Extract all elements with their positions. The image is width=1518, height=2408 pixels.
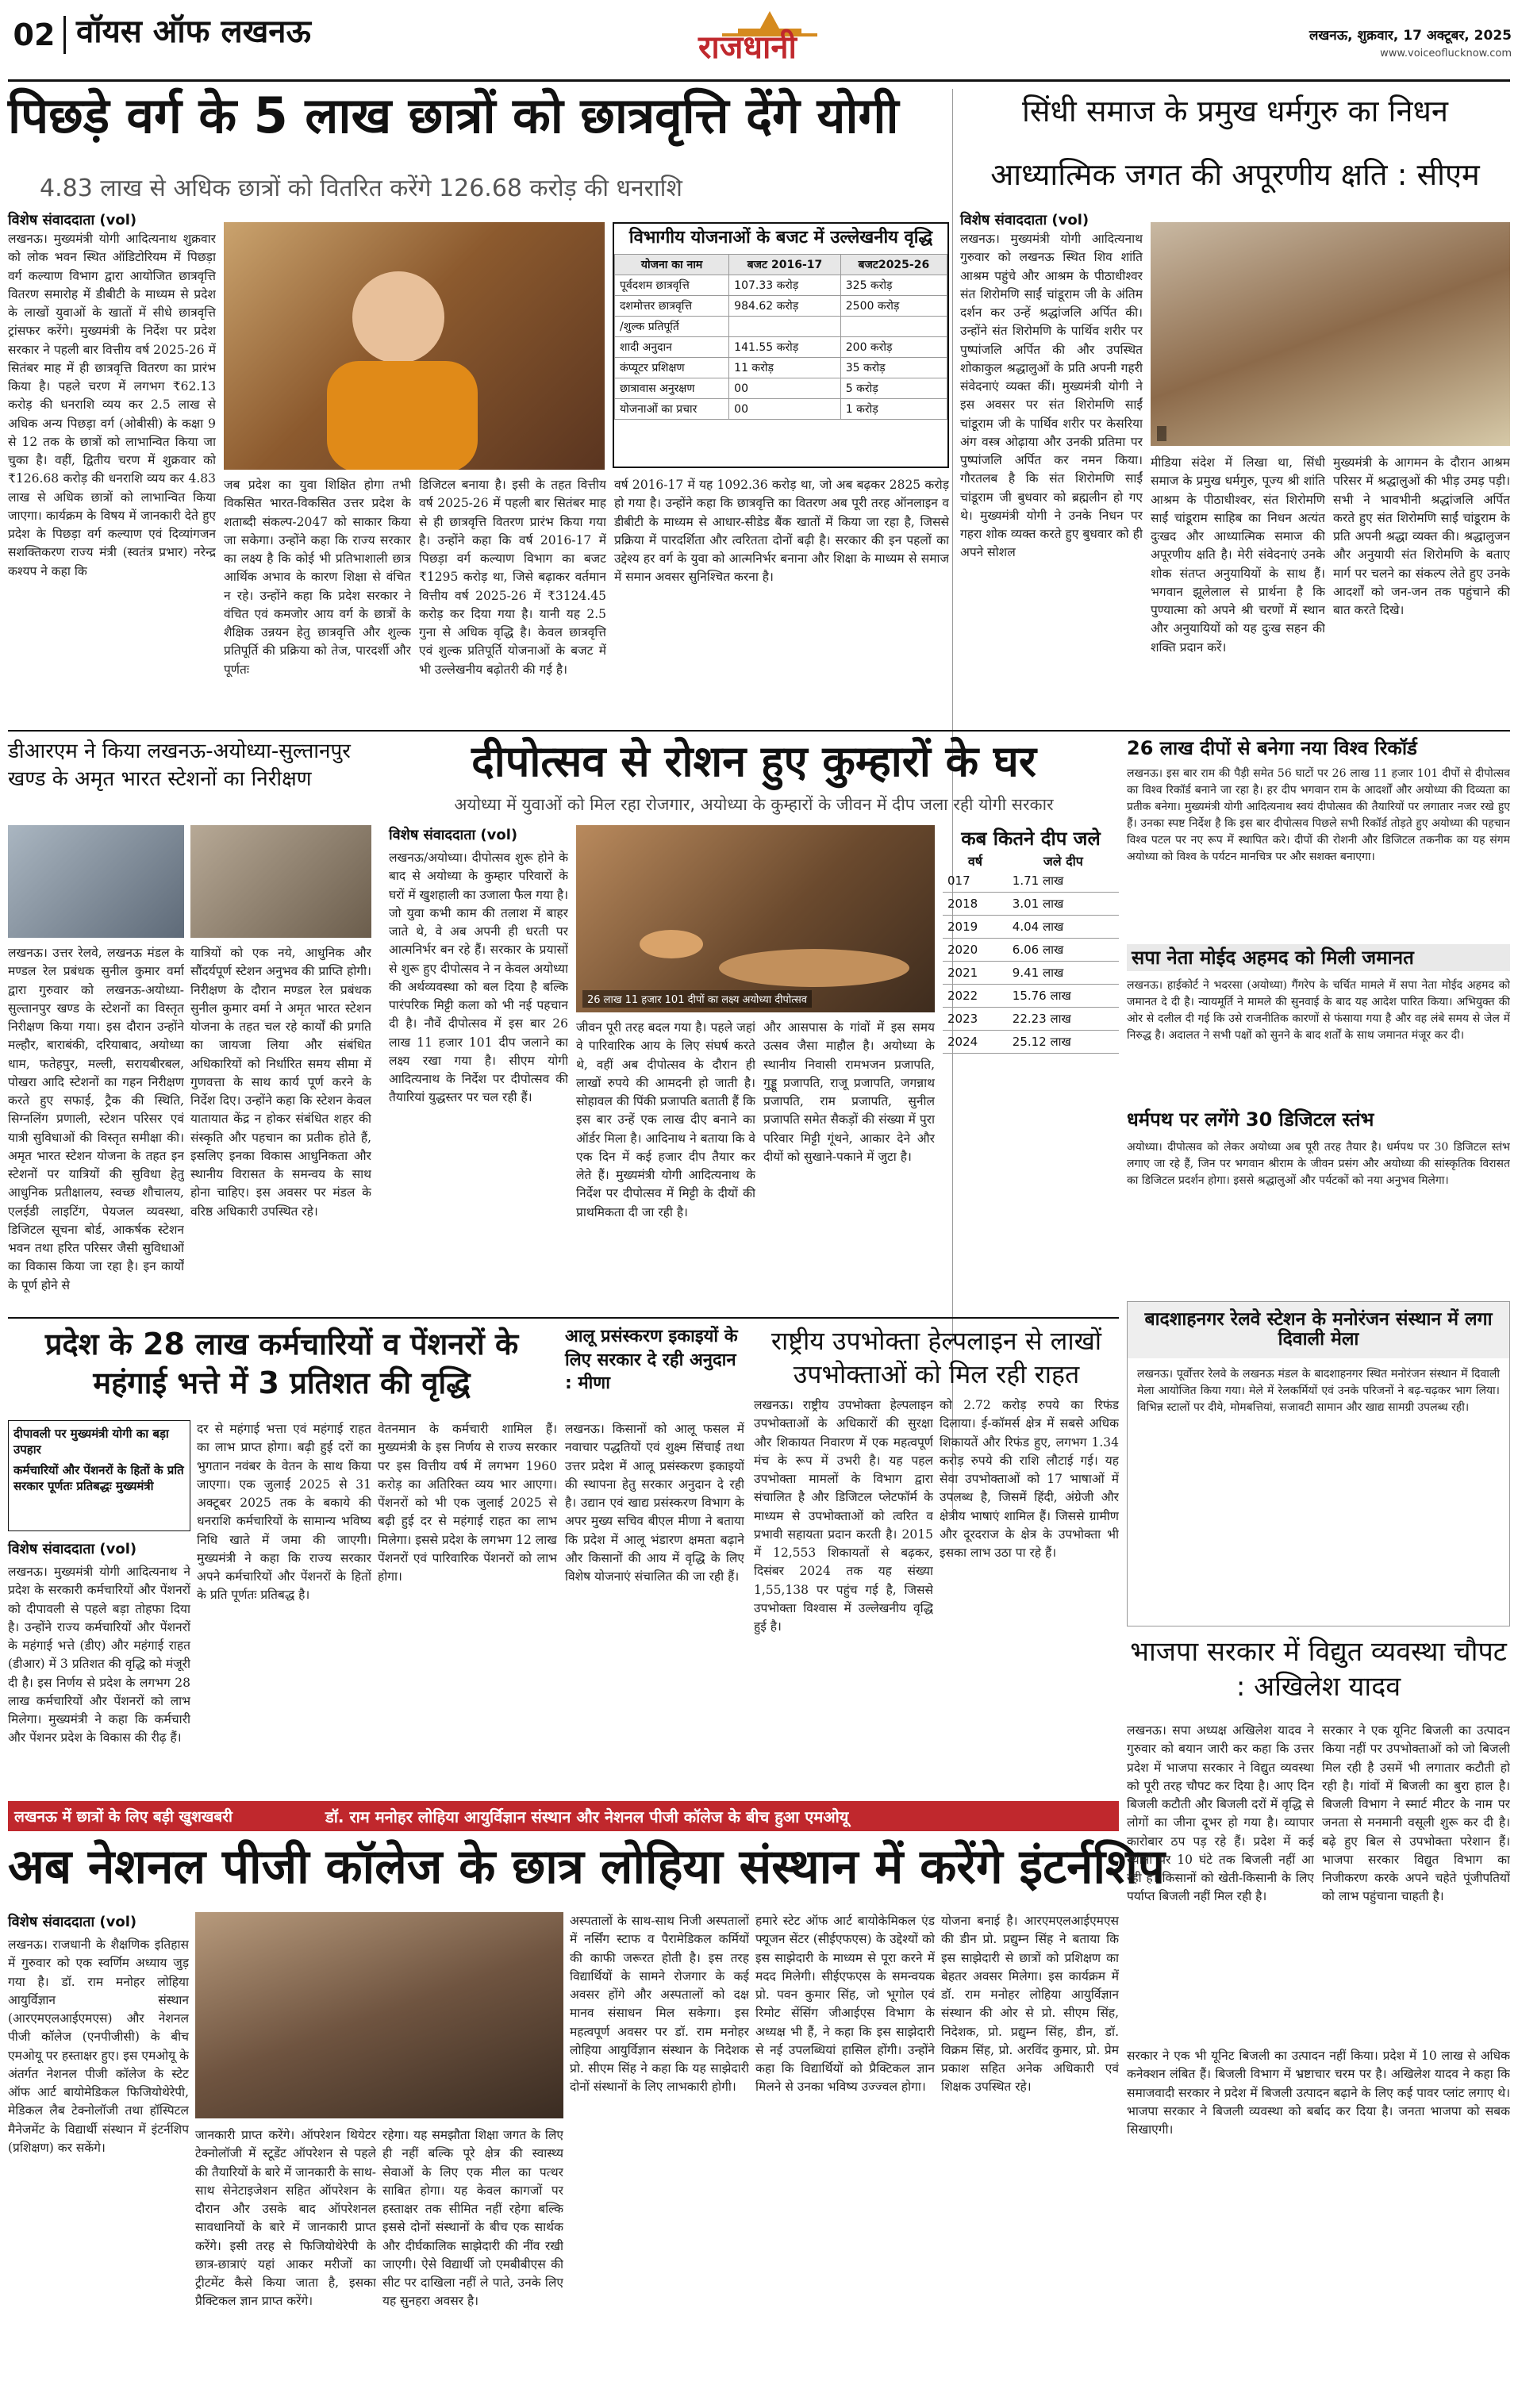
a13-kicker: डॉ. राम मनोहर लोहिया आयुर्विज्ञान संस्थान और नेशनल पीजी कॉलेज के बीच हुआ एमओयू	[325, 1807, 849, 1826]
table-cell: 2019	[943, 916, 1008, 939]
table-cell: 6.06 लाख	[1008, 939, 1119, 962]
a6-body: लखनऊ। हाईकोर्ट ने भदरसा (अयोध्या) गैंगरेप के चर्चित मामले में सपा नेता मोईद अहमद को जमानत दे दी है। न्यायमूर्ति ने मामले की सुनवाई के बाद यह आदेश पारित किया। अभियुक्त की ओर से दलील दी गई कि उसे राजनीतिक कारणों से फंसाया गया है और वह लंबे समय से जेल में निरुद्ध है। अदालत ने सभी पक्षों को सुनने के बाद शर्तों के साथ जमानत मंजूर कर दी।	[1127, 979, 1510, 1042]
table-cell: 200 करोड़	[840, 337, 947, 358]
table-cell: दशमोत्तर छात्रवृत्ति	[615, 296, 729, 317]
table-cell: 325 करोड़	[840, 275, 947, 296]
table-cell: 1 करोड़	[840, 399, 947, 420]
table-cell: 15.76 लाख	[1008, 985, 1119, 1008]
table-cell: /शुल्क प्रतिपूर्ति	[615, 317, 729, 337]
a9-col2: दर से महंगाई भत्ता एवं महंगाई राहत का लाभ प्राप्त होगा। बढ़ी हुई दरों का भुगतान नवंबर के वेतन के साथ किया जाएगा। एक जुलाई 2025 से 31 अक्टूबर 2025 तक के बकाये की धनराशि कर्मचारियों के सामान्य भविष्य निधि खाते में जमा की जाएगी। मुख्यमंत्री ने कहा कि राज्य सरकार अपने कर्मचारियों और पेंशनरों के हितों के प्रति पूर्णतः प्रतिबद्ध है।	[197, 1422, 371, 1603]
a3-photo-1	[8, 825, 184, 938]
a12-col1: लखनऊ। सपा अध्यक्ष अखिलेश यादव ने गुरुवार को बयान जारी कर कहा कि उत्तर प्रदेश में भाजपा सरकार ने विद्युत व्यवस्था को पूरी तरह चौपट कर दिया है। आए दिन बिजली कटौती और बिजली दरों में वृद्धि से लोगों का जीना दूभर हो गया है। व्यापार कारोबार ठप पड़ रहे हैं। प्रदेश में कई स्थानों पर 10 घंटे तक बिजली नहीं आ रही है। किसानों को खेती-किसानी के लिए पर्याप्त बिजली नहीं मिल रही है।	[1127, 1723, 1314, 1904]
table-cell: 107.33 करोड़	[729, 275, 841, 296]
table-cell	[840, 317, 947, 337]
table-cell: 2023	[943, 1008, 1008, 1031]
a3-photo-2	[190, 825, 371, 938]
table-row	[943, 870, 1119, 893]
table-cell: 141.55 करोड़	[729, 337, 841, 358]
a13-strap: लखनऊ में छात्रों के लिए बड़ी खुशखबरी	[14, 1808, 233, 1826]
a1-col1: लखनऊ। मुख्यमंत्री योगी आदित्यनाथ शुक्रवार को लोक भवन स्थित ऑडिटोरियम में पिछड़ा वर्ग कल्याण विभाग द्वारा आयोजित छात्रवृत्ति वितरण समारोह में डीबीटी के माध्यम से प्रदेश के लाखों युवाओं के खातों में सीधे छात्रवृत्ति ट्रांसफर करेंगे। मुख्यमंत्री के निर्देश पर प्रदेश सरकार ने पहली बार वित्तीय वर्ष 2025-26 में सितंबर माह में ही छात्रवृत्ति वितरण का प्रारंभ किया है। पहले चरण में लगभग ₹62.13 करोड़ की धनराशि व्यय कर 2.5 लाख से अधिक अन्य पिछड़ा वर्ग (ओबीसी) के कक्षा 9 से 12 तक के छात्रों को लाभान्वित किया जा चुका है। वहीं, द्वितीय चरण में शुक्रवार को ₹126.68 करोड़ की धनराशि व्यय कर 4.83 लाख से अधिक छात्रों को लाभान्वित किया जाएगा। कार्यक्रम के विषय में जानकारी देते हुए प्रदेश के पिछड़ा वर्ग कल्याण एवं दिव्यांगजन सशक्तिकरण राज्य मंत्री (स्वतंत्र प्रभार) नरेन्द्र कश्यप ने कहा कि	[8, 232, 216, 578]
a14-body: सरकार ने एक भी यूनिट बिजली का उत्पादन नहीं किया। प्रदेश में 10 लाख से अधिक कनेक्शन लंबित हैं। बिजली विभाग में भ्रष्टाचार चरम पर है। अखिलेश यादव ने कहा कि समाजवादी सरकार ने प्रदेश में बिजली उत्पादन बढ़ाने के लिए कई पावर प्लांट लगाए थे। भाजपा सरकार ने बिजली व्यवस्था को बर्बाद कर दिया है। जनता भाजपा को सबक सिखाएगी।	[1127, 2049, 1510, 2137]
table-cell: 2500 करोड़	[840, 296, 947, 317]
table-cell: 2018	[943, 893, 1008, 916]
a7-body: अयोध्या। दीपोत्सव को लेकर अयोध्या अब पूरी तरह तैयार है। धर्मपथ पर 30 डिजिटल स्तंभ लगाए जा रहे हैं, जिन पर भगवान श्रीराम के जीवन प्रसंग और अयोध्या की सांस्कृतिक विरासत का डिजिटल प्रदर्शन होगा। इससे श्रद्धालुओं और पर्यटकों को नया अनुभव मिलेगा।	[1127, 1141, 1510, 1187]
table-cell: 9.41 लाख	[1008, 962, 1119, 985]
a2-col1: लखनऊ। मुख्यमंत्री योगी आदित्यनाथ गुरुवार को लखनऊ स्थित शिव शांति आश्रम पहुंचे और आश्रम के पीठाधीश्वर संत शिरोमणि साईं चांडूराम जी के अंतिम दर्शन कर उन्हें श्रद्धांजलि अर्पित की। उन्होंने संत शिरोमणि के पार्थिव शरीर पर पुष्पांजलि अर्पित की और उपस्थित शोकाकुल श्रद्धालुओं के प्रति अपनी गहरी संवेदनाएं व्यक्त कीं। मुख्यमंत्री योगी ने इस अवसर पर संत शिरोमणि साईं चांडूराम जी के पार्थिव शरीर पर केसरिया अंग वस्त्र ओढ़ाया और उनकी प्रतिमा पर पुष्पांजलि अर्पित कर नमन किया। गौरतलब है कि संत शिरोमणि साईं चांडूराम जी बुधवार को ब्रह्मलीन हो गए थे। मुख्यमंत्री योगी ने उनके निधन पर गहरा शोक व्यक्त करते हुए बुधवार को ही अपने सोशल	[960, 232, 1143, 560]
a8-headline: बादशाहनगर रेलवे स्टेशन के मनोरंजन संस्थान में लगा दिवाली मेला	[1128, 1302, 1509, 1358]
a10-body: लखनऊ। किसानों को आलू फसल में नवाचार पद्धतियों एवं शुक्ष्म सिंचाई तथा उत्तर प्रदेश में आलू प्रसंस्करण इकाइयों की स्थापना हेतु सरकार अनुदान दे रही है। उद्यान एवं खाद्य प्रसंस्करण विभाग के अपर मुख्य सचिव बीएल मीणा ने बताया कि प्रदेश में आलू भंडारण क्षमता बढ़ाने और किसानों की आय में वृद्धि के लिए विशेष योजनाएं संचालित की जा रही हैं।	[565, 1422, 744, 1584]
a1-budget-table	[614, 254, 947, 420]
a4-photo	[576, 825, 935, 1012]
section-divider	[63, 16, 66, 54]
a13-col2: जानकारी प्राप्त करेंगे। ऑपरेशन थियेटर टेक्नोलॉजी में स्टूडेंट ऑपरेशन से पहले की तैयारियों के बारे में जानकारी के साथ-साथ सेनेटाइजेशन सहित ऑपरेशन के दौरान और उसके बाद ऑपरेशनल सावधानियों के बारे में जानकारी प्राप्त करेंगे। इसी तरह से फिजियोथेरेपी के छात्र-छात्राएं यहां आकर मरीजों का ट्रीटमेंट कैसे किया जाता है, इसका प्रैक्टिकल ज्ञान प्राप्त करेंगे।	[195, 2128, 376, 2309]
a6-headline: सपा नेता मोईद अहमद को मिली जमानत	[1132, 947, 1414, 969]
a12-headline: भाजपा सरकार में विद्युत व्यवस्था चौपट : अखिलेश यादव	[1130, 1636, 1507, 1703]
section-rule	[8, 1317, 1119, 1319]
a11-col1: लखनऊ। राष्ट्रीय उपभोक्ता हेल्पलाइन उपभोक्ताओं के अधिकारों की सुरक्षा और शिकायत निवारण में एक महत्वपूर्ण मंच के रूप में उभरी है। यह पहल उपभोक्ता मामलों के विभाग द्वारा संचालित है और डिजिटल प्लेटफॉर्म के माध्यम से उपभोक्ताओं को त्वरित व प्रभावी सहायता प्रदान करती है। 2015 में 12,553 शिकायतों से बढ़कर, दिसंबर 2024 तक यह संख्या 1,55,138 पर पहुंच गई है, जिससे उपभोक्ता विश्वास में उल्लेखनीय वृद्धि हुई है।	[754, 1398, 933, 1634]
table-row	[943, 916, 1119, 939]
section-rule	[8, 730, 1510, 732]
table-cell: छात्रावास अनुरक्षण	[615, 378, 729, 399]
a9-col1: लखनऊ। मुख्यमंत्री योगी आदित्यनाथ ने प्रदेश के सरकारी कर्मचारियों और पेंशनरों को दीपावली से पहले बड़ा तोहफा दिया है। उन्होंने राज्य कर्मचारियों और पेंशनरों के महंगाई भत्ते (डीए) और महंगाई राहत (डीआर) में 3 प्रतिशत की वृद्धि को मंजूरी दी है। इस निर्णय से प्रदेश के लगभग 28 लाख कर्मचारियों और पेंशनरों को लाभ मिलेगा। मुख्यमंत्री ने कहा कि कर्मचारी और पेंशनर प्रदेश के विकास की रीढ़ हैं।	[8, 1565, 190, 1746]
masthead	[0, 0, 1518, 89]
a4-box-title: कब कितने दीप जले	[961, 828, 1101, 850]
a1-col3: डिजिटल बनाया है। इसी के तहत वित्तीय वर्ष 2025-26 में पहली बार सितंबर माह से ही छात्रवृत्ति वितरण प्रारंभ किया गया है। उन्होंने कहा कि वर्ष 2016-17 में पिछड़ा वर्ग कल्याण विभाग का बजट ₹1295 करोड़ था, जिसे बढ़ाकर वर्तमान वित्तीय वर्ष 2025-26 में ₹3124.45 करोड़ कर दिया गया है। यानी यह 2.5 गुना से अधिक वृद्धि है। केवल छात्रवृत्ति एवं शुल्क प्रतिपूर्ति योजनाओं के बजट में भी उल्लेखनीय बढ़ोतरी की गई है।	[419, 478, 606, 677]
a2-headline-2: आध्यात्मिक जगत की अपूरणीय क्षति : सीएम	[990, 157, 1480, 192]
a5-body: लखनऊ। इस बार राम की पैड़ी समेत 56 घाटों पर 26 लाख 11 हजार 101 दीपों से दीपोत्सव का विश्व रिकॉर्ड बनाने जा रहा है। हर दीप भगवान राम के आदर्शों और अयोध्या की दिव्यता का प्रतीक बनेगा। मुख्यमंत्री योगी आदित्यनाथ स्वयं दीपोत्सव की तैयारियों पर लगातार नजर रखे हुए हैं। उनका स्पष्ट निर्देश है कि इस बार दीपोत्सव पिछले सभी रिकॉर्ड तोड़ते हुए अयोध्या की पहचान विश्व पटल पर नए रूप में स्थापित करे। दीपों की रोशनी और डिजिटल तकनीक का यह संगम अयोध्या को विश्व के पर्यटन मानचित्र पर और सशक्त बनाएगा।	[1127, 767, 1510, 863]
table-cell: पूर्वदशम छात्रवृत्ति	[615, 275, 729, 296]
a3-col2: यात्रियों को एक नये, आधुनिक और सौंदर्यपूर्ण स्टेशन अनुभव की प्राप्ति होगी। निरीक्षण के दौरान मण्डल रेल प्रबंधक सुनील कुमार वर्मा ने अमृत भारत स्टेशन योजना के तहत चल रहे कार्यों की प्रगति का जायजा लिया और संबंधित अधिकारियों को निर्धारित समय सीमा में गुणवत्ता के साथ कार्य पूर्ण करने के निर्देश दिए। उन्होंने कहा कि स्टेशन केवल यातायात केंद्र न होकर संबंधित शहर की संस्कृति और पहचान का प्रतीक होते हैं, इसलिए इनका विकास आधुनिकता और स्थानीय विरासत के समन्वय के साथ होना चाहिए। इस अवसर पर मंडल के वरिष्ठ अधिकारी उपस्थित रहे।	[190, 946, 371, 1219]
a4-headline: दीपोत्सव से रोशन हुए कुम्हारों के घर	[471, 736, 1036, 786]
a13-headline: अब नेशनल पीजी कॉलेज के छात्र लोहिया संस्थान में करेंगे इंटर्नशिप	[8, 1839, 1165, 1895]
table-row	[615, 399, 947, 420]
a13-col6: योजना बनाई है। आरएमएलआईएमएस की डीन प्रो. प्रद्युम्न सिंह ने बताया कि इस साझेदारी से छात्रों को प्रशिक्षण का बेहतर अवसर मिलेगा। इस कार्यक्रम में डॉ. राम मनोहर लोहिया आयुर्विज्ञान संस्थान की ओर से प्रो. सीएम सिंह, निदेशक, प्रो. प्रद्युम्न सिंह, डीन, डॉ. विक्रम सिंह, प्रो. अरविंद कुमार, प्रो. प्रेम प्रकाश सहित अनेक अधिकारी एवं शिक्षक उपस्थित रहे।	[941, 1914, 1119, 2095]
table-cell: 1.71 लाख	[1008, 870, 1119, 893]
table-cell: शादी अनुदान	[615, 337, 729, 358]
a9-headline: प्रदेश के 28 लाख कर्मचारियों व पेंशनरों के महंगाई भत्ते में 3 प्रतिशत की वृद्धि	[44, 1327, 519, 1401]
a13-col4: अस्पतालों के साथ-साथ निजी अस्पतालों में नर्सिंग स्टाफ व पैरामेडिकल कर्मियों की काफी जरूरत होती है। इस तरह विद्यार्थियों के सामने रोजगार के कई अवसर होंगे और अस्पतालों को दक्ष मानव संसाधन मिल सकेगा। इस महत्वपूर्ण अवसर पर डॉ. राम मनोहर लोहिया आयुर्विज्ञान संस्थान के निदेशक प्रो. सीएम सिंह ने कहा कि यह साझेदारी दोनों संस्थानों के लिए लाभकारी होगी।	[570, 1914, 749, 2095]
a2-col2: मीडिया संदेश में लिखा था, सिंधी समाज के प्रमुख धर्मगुरु, पूज्य श्री शांति आश्रम के पीठाधीश्वर, संत शिरोमणि साईं चांडूराम साहिब का निधन अत्यंत दुःखद और आध्यात्मिक समाज की अपूरणीय क्षति है। मेरी संवेदनाएं उनके शोक संतप्त अनुयायियों के साथ हैं। भगवान झूलेलाल से प्रार्थना है कि पुण्यात्मा को अपने श्री चरणों में स्थान और अनुयायियों को यह दुःख सहन की शक्ति प्रदान करें।	[1151, 455, 1325, 655]
a9-byline: विशेष संवाददाता (vol)	[8, 1541, 137, 1557]
a1-subheadline: 4.83 लाख से अधिक छात्रों को वितरित करेंगे 126.68 करोड़ की धनराशि	[40, 175, 682, 202]
a1-table-title: विभागीय योजनाओं के बजट में उल्लेखनीय वृद्धि	[628, 228, 933, 248]
table-cell: 2022	[943, 985, 1008, 1008]
table-row	[615, 275, 947, 296]
table-row	[943, 1008, 1119, 1031]
a10-headline: आलू प्रसंस्करण इकाइयों के लिए सरकार दे रही अनुदान : मीणा	[565, 1327, 738, 1394]
a8-box	[1127, 1301, 1510, 1626]
a13-photo	[195, 1912, 563, 2118]
a4-subheadline: अयोध्या में युवाओं को मिल रहा रोजगार, अयोध्या के कुम्हारों के जीवन में दीप जला रही योगी सरकार	[454, 795, 1054, 814]
table-row	[943, 1031, 1119, 1054]
table-cell: 22.23 लाख	[1008, 1008, 1119, 1031]
a2-photo	[1151, 222, 1510, 446]
section-title: वॉयस ऑफ लखनऊ	[76, 13, 311, 50]
a12-col2: सरकार ने एक यूनिट बिजली का उत्पादन किया नहीं पर उपभोक्ताओं को जो बिजली मिल रही है उसमें भी लगातार कटौती हो रही है। गांवों में बिजली का बुरा हाल है। बिजली विभाग ने स्मार्ट मीटर के नाम पर जनता से मनमानी वसूली शुरू कर दी है। बढ़े हुए बिल से उपभोक्ता परेशान हैं। भाजपा सरकार विद्युत विभाग का निजीकरण करके अपने चहेते पूंजीपतियों को लाभ पहुंचाना चाहती है।	[1322, 1723, 1510, 1904]
table-cell: कंप्यूटर प्रशिक्षण	[615, 358, 729, 378]
table-cell: योजनाओं का प्रचार	[615, 399, 729, 420]
a9-bullet-1: दीपावली पर मुख्यमंत्री योगी का बड़ा उपहार	[13, 1427, 169, 1457]
table-row	[943, 939, 1119, 962]
table-cell: 25.12 लाख	[1008, 1031, 1119, 1054]
logo	[690, 6, 849, 70]
a2-photo-caption	[1157, 426, 1166, 441]
a13-col1: लखनऊ। राजधानी के शैक्षणिक इतिहास में गुरुवार को एक स्वर्णिम अध्याय जुड़ गया है। डॉ. राम मनोहर लोहिया आयुर्विज्ञान संस्थान (आरएमएलआईएमएस) और नेशनल पीजी कॉलेज (एनपीजीसी) के बीच एमओयू पर हस्ताक्षर हुए। इस एमओयू के अंतर्गत नेशनल पीजी कॉलेज के स्टेट ऑफ आर्ट बायोमेडिकल फिजियोथेरेपी, मेडिकल लैब टेक्नोलॉजी तथा हॉस्पिटल मैनेजमेंट के विद्यार्थी संस्थान में इंटर्नशिप (प्रशिक्षण) कर सकेंगे।	[8, 1938, 189, 2155]
a13-col3: रहेगा। यह समझौता शिक्षा जगत के लिए ही नहीं बल्कि पूरे क्षेत्र की स्वास्थ्य सेवाओं के लिए एक मील का पत्थर साबित होगा। यह केवल कागजों पर हस्ताक्षर तक सीमित नहीं रहेगा बल्कि इससे दोनों संस्थानों के बीच एक सार्थक और दीर्घकालिक साझेदारी की नींव रखी जाएगी। ऐसे विद्यार्थी जो एमबीबीएस की सीट पर दाखिला नहीं ले पाते, उनके लिए यह सुनहरा अवसर है।	[382, 2128, 563, 2309]
a11-headline: राष्ट्रीय उपभोक्ता हेल्पलाइन से लाखों उपभोक्ताओं को मिल रही राहत	[771, 1326, 1102, 1389]
a2-byline: विशेष संवाददाता (vol)	[960, 212, 1090, 229]
table-cell: 00	[729, 378, 841, 399]
a1-col2: जब प्रदेश का युवा शिक्षित होगा तभी विकसित भारत-विकसित उत्तर प्रदेश के शताब्दी संकल्प-2047 को साकार किया जा सकेगा। उन्होंने कहा कि राज्य सरकार का लक्ष्य है कि कोई भी प्रतिभाशाली छात्र आर्थिक अभाव के कारण शिक्षा से वंचित न रहे। उन्होंने कहा कि प्रदेश सरकार ने वंचित एवं कमजोर आय वर्ग के छात्रों के शैक्षिक उन्नयन हेतु छात्रवृत्ति और शुल्क प्रतिपूर्ति की प्रक्रिया को तेज, पारदर्शी और पूर्णतः	[224, 478, 411, 677]
table-cell: 2020	[943, 939, 1008, 962]
a13-col5: हमारे स्टेट ऑफ आर्ट बायोकेमिकल एंड फ्यूजन सेंटर (सीईएफएस) के उद्देश्यों को इस साझेदारी के माध्यम से पूरा करने में मदद मिलेगी। सीईएफएस के समन्वयक प्रो. पवन कुमार सिंह, जो भूगोल एवं रिमोट सेंसिंग जीआईएस विभाग के अध्यक्ष भी हैं, ने कहा कि इस साझेदारी से नई उपलब्धियां हासिल होंगी। उन्होंने कहा कि विद्यार्थियों को प्रैक्टिकल ज्ञान मिलने से उनका भविष्य उज्ज्वल होगा।	[755, 1914, 935, 2095]
date-line: लखनऊ, शुक्रवार, 17 अक्टूबर, 2025	[1309, 28, 1512, 44]
table-row	[943, 985, 1119, 1008]
table-row	[943, 893, 1119, 916]
diya-icon	[576, 825, 935, 1012]
a13-byline: विशेष संवाददाता (vol)	[8, 1914, 137, 1930]
website: www.voiceoflucknow.com	[1380, 48, 1512, 60]
table-header-cell: बजट2025-26	[840, 255, 947, 275]
page-number: 02	[8, 11, 60, 59]
a4-diya-table	[943, 852, 1119, 1054]
person-silhouette-icon	[224, 222, 605, 470]
a1-byline: विशेष संवाददाता (vol)	[8, 212, 137, 229]
table-cell: 11 करोड़	[729, 358, 841, 378]
a9-bullets-box	[8, 1420, 190, 1531]
a4-byline: विशेष संवाददाता (vol)	[389, 827, 518, 843]
table-cell: 984.62 करोड़	[729, 296, 841, 317]
table-cell: 5 करोड़	[840, 378, 947, 399]
a1-col4: वर्ष 2016-17 में यह 1092.36 करोड़ था, जो अब बढ़कर 2825 करोड़ हो गया है। उन्होंने कहा कि छात्रवृत्ति का वितरण अब पूरी तरह ऑनलाइन व डीबीटी के माध्यम से आधार-सीडेड बैंक खातों में किया जा रहा है, जिससे प्रक्रिया में पारदर्शिता और त्वरितता दोनों बढ़ी है। सरकार की इन पहलों का उद्देश्य हर वर्ग के युवा को आत्मनिर्भर बनाना और शिक्षा के माध्यम से समाज में समान अवसर सुनिश्चित करना है।	[614, 478, 949, 585]
table-row	[615, 296, 947, 317]
a7-headline: धर्मपथ पर लगेंगे 30 डिजिटल स्तंभ	[1127, 1108, 1374, 1131]
a2-headline-1: सिंधी समाज के प्रमुख धर्मगुरु का निधन	[1022, 94, 1448, 129]
table-row	[615, 337, 947, 358]
a4-col2: जीवन पूरी तरह बदल गया है। पहले जहां वे पारिवारिक आय के लिए संघर्ष करते थे, वहीं अब दीपोत्सव के दौरान ही लाखों रुपये की आमदनी हो जाती है। सोहावल की पिंकी प्रजापति बताती हैं कि इस बार उन्हें एक लाख दीए बनाने का ऑर्डर मिला है। आदिनाथ ने बताया कि वे एक दिन में कई हजार दीप तैयार कर लेते हैं। मुख्यमंत्री योगी आदित्यनाथ के निर्देश पर दीपोत्सव में मिट्टी के दीयों की प्राथमिकता दी जा रही है।	[576, 1020, 755, 1219]
table-header-cell: योजना का नाम	[615, 255, 729, 275]
table-row	[615, 317, 947, 337]
a4-col3: और आसपास के गांवों में इस समय उत्सव जैसा माहौल है। अयोध्या के स्थानीय निवासी रामभजन प्रजापति, गुड्डू प्रजापति, राजू प्रजापति, जगन्नाथ प्रजापति, राम प्रजापति, सुनील प्रजापति समेत सैकड़ों की संख्या में पुरा परिवार मिट्टी गूंथने, आकार देने और दीयों को सुखाने-पकाने में जुटा है।	[763, 1020, 935, 1164]
a2-col3: मुख्यमंत्री के आगमन के दौरान आश्रम परिसर में श्रद्धालुओं की भीड़ उमड़ पड़ी। सभी ने भावभीनी श्रद्धांजलि अर्पित करते हुए संत शिरोमणि साईं चांडूराम के प्रति अपनी श्रद्धा व्यक्त की। श्रद्धालुजन और अनुयायी संत शिरोमणि के बताए मार्ग पर चलने का संकल्प लेते हुए उनके आदर्शों को जन-जन तक पहुंचाने की बात करते दिखे।	[1333, 455, 1510, 617]
a5-headline: 26 लाख दीपों से बनेगा नया विश्व रिकॉर्ड	[1127, 737, 1417, 759]
a1-budget-box	[613, 222, 949, 468]
a9-bullet-2: कर्मचारियों और पेंशनरों के हितों के प्रति सरकार पूर्णतः प्रतिबद्धः मुख्यमंत्री	[13, 1463, 184, 1493]
table-row	[615, 378, 947, 399]
a4-diya-box	[943, 825, 1119, 1063]
table-header-row	[943, 852, 1119, 870]
table-header-cell: बजट 2016-17	[729, 255, 841, 275]
table-cell: 017	[943, 870, 1008, 893]
table-header-cell: जले दीप	[1043, 854, 1083, 870]
table-header-row	[615, 255, 947, 275]
table-cell: 00	[729, 399, 841, 420]
a3-col1: लखनऊ। उत्तर रेलवे, लखनऊ मंडल के मण्डल रेल प्रबंधक सुनील कुमार वर्मा द्वारा गुरुवार को लखनऊ-अयोध्या-सुल्तानपुर खण्ड के स्टेशनों का विस्तृत निरीक्षण किया गया। इस दौरान उन्होंने मल्हौर, बाराबंकी, दरियाबाद, अयोध्या धाम, फतेहपुर, मल्ली, सरायबीरबल, पोखरा आदि स्टेशनों का गहन निरीक्षण करते हुए सफाई, ट्रैक की स्थिति, सिग्नलिंग प्रणाली, स्टेशन परिसर एवं यात्री सुविधाओं की विस्तृत समीक्षा की। अमृत भारत स्टेशन योजना के तहत इन स्टेशनों पर यात्रियों की सुविधा हेतु आधुनिक प्रतीक्षालय, स्वच्छ शौचालय, एलईडी लाइटिंग, पेयजल व्यवस्था, डिजिटल सूचना बोर्ड, आकर्षक स्टेशन भवन तथा हरित परिसर जैसी सुविधाओं का विकास किया जा रहा है। इन कार्यों के पूर्ण होने से	[8, 946, 184, 1292]
table-cell: 35 करोड़	[840, 358, 947, 378]
a3-headline: डीआरएम ने किया लखनऊ-अयोध्या-सुल्तानपुर खण्ड के अमृत भारत स्टेशनों का निरीक्षण	[8, 739, 351, 792]
table-cell	[729, 317, 841, 337]
logo-text: राजधानी	[698, 29, 797, 66]
table-cell: 4.04 लाख	[1008, 916, 1119, 939]
a4-photo-caption: 26 लाख 11 हजार 101 दीपों का लक्ष्य अयोध्या दीपोत्सव	[582, 990, 812, 1008]
table-cell: 3.01 लाख	[1008, 893, 1119, 916]
masthead-rule	[8, 79, 1510, 82]
table-row	[615, 358, 947, 378]
a11-col2: को 2.72 करोड़ रुपये का रिफंड दिलाया। ई-कॉमर्स क्षेत्र में सबसे अधिक शिकायतें और रिफंड हुए, लगभग 1.34 करोड़ रुपये की राशि लौटाई गई। यह सेवा उपभोक्ताओं को 17 भाषाओं में उपलब्ध है, जिसमें हिंदी, अंग्रेजी और क्षेत्रीय भाषाएं शामिल हैं। जिससे ग्रामीण और दूरदराज के क्षेत्र के उपभोक्ता भी इसका लाभ उठा पा रहे हैं।	[940, 1398, 1119, 1560]
table-header-cell: वर्ष	[967, 854, 982, 870]
a8-body: लखनऊ। पूर्वोत्तर रेलवे के लखनऊ मंडल के बादशाहनगर स्थित मनोरंजन संस्थान में दिवाली मेला आयोजित किया गया। मेले में रेलकर्मियों एवं उनके परिजनों ने बढ़-चढ़कर भाग लिया। विभिन्न स्टालों पर दीये, मोमबत्तियां, सजावटी सामान और खाद्य सामग्री उपलब्ध रही।	[1137, 1367, 1500, 1414]
a9-col3: वेतनमान के कर्मचारी शामिल हैं। मुख्यमंत्री के इस निर्णय से राज्य सरकार पर इस वित्तीय वर्ष में लगभग 1960 करोड़ का अतिरिक्त व्यय भार आएगा। पेंशनरों को भी एक जुलाई 2025 से बढ़ी हुई दर से महंगाई राहत का लाभ मिलेगा। इससे प्रदेश के लगभग 12 लाख पेंशनरों एवं पारिवारिक पेंशनरों को लाभ होगा।	[378, 1422, 557, 1584]
table-cell: 2024	[943, 1031, 1008, 1054]
table-row	[943, 962, 1119, 985]
table-cell: 2021	[943, 962, 1008, 985]
a1-headline: पिछड़े वर्ग के 5 लाख छात्रों को छात्रवृत्ति देंगे योगी	[8, 86, 899, 144]
a1-photo	[224, 222, 605, 470]
a4-col1: लखनऊ/अयोध्या। दीपोत्सव शुरू होने के बाद से अयोध्या के कुम्हार परिवारों के घरों में खुशहाली का उजाला फैल गया है। जो युवा कभी काम की तलाश में बाहर जाते थे, वे अब अपनी ही धरती पर आत्मनिर्भर बन रहे हैं। सरकार के प्रयासों से शुरू हुए दीपोत्सव ने न केवल अयोध्या की अर्थव्यवस्था को बल दिया है बल्कि पारंपरिक मिट्टी कला को भी नई पहचान दी है। नौवें दीपोत्सव में इस बार 26 लाख 11 हजार 101 दीप जलाने का लक्ष्य रखा गया है। सीएम योगी आदित्यनाथ के निर्देश पर दीपोत्सव की तैयारियां युद्धस्तर पर चल रही हैं।	[389, 851, 568, 1105]
